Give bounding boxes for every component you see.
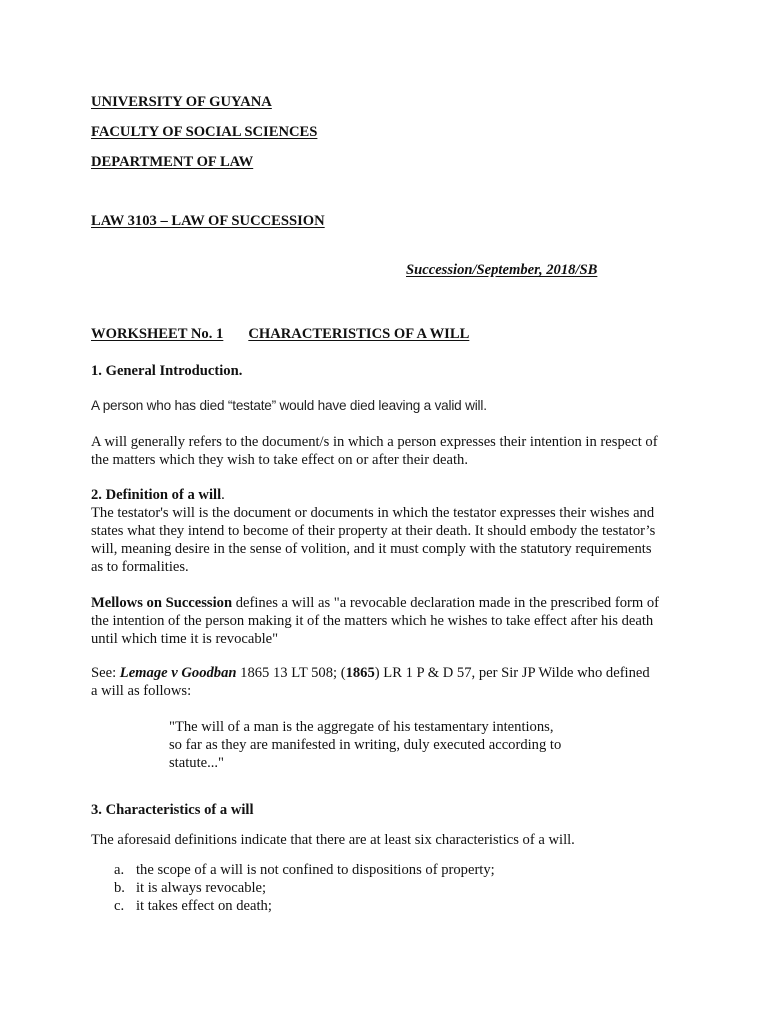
paragraph-line: The testator's will is the document or documents in which the testator expresses their wishes and [91,505,655,521]
worksheet-topic: CHARACTERISTICS OF A WILL [248,326,470,342]
mellows-source: Mellows on Succession [91,595,233,611]
see-prefix: See: [91,665,120,681]
quote-line: statute..." [169,755,224,771]
paragraph-line [91,594,691,612]
faculty-heading: FACULTY OF SOCIAL SCIENCES [91,124,318,140]
paragraph-line: until which time it is revocable" [91,631,279,647]
section-2-heading-text: 2. Definition of a will [91,487,222,503]
paragraph-line: states what they intend to become of their property at their death. It should embody the testator’s [91,523,656,539]
paragraph-line: the matters which they wish to take effect on or after their death. [91,452,469,468]
paragraph-line: the intention of the person making it of the matters which he wishes to take effect after his death [91,613,654,629]
case-citation-paragraph [91,664,691,700]
list-marker: a. [114,862,125,878]
paragraph-line [91,664,691,682]
university-heading: UNIVERSITY OF GUYANA [91,94,272,110]
section-1-paragraph [91,433,691,469]
case-year: 1865 [345,665,375,681]
list-item [114,897,272,915]
list-item [114,879,266,897]
quote-line: "The will of a man is the aggregate of his testamentary intentions, [169,719,554,735]
paragraph-line: will, meaning desire in the sense of volition, and it must comply with the statutory requirements [91,541,652,557]
section-2-heading [91,486,691,504]
section-3-intro: The aforesaid definitions indicate that there are at least six characteristics of a will. [91,832,575,848]
list-item-text: it is always revocable; [136,880,267,896]
paragraph-line: as to formalities. [91,559,189,575]
course-title: LAW 3103 – LAW OF SUCCESSION [91,213,325,229]
section-1-intro: A person who has died “testate” would have died leaving a valid will. [91,398,487,413]
paragraph-line: a will as follows: [91,683,192,699]
document-reference: Succession/September, 2018/SB [406,262,598,278]
block-quote [169,718,561,772]
department-heading: DEPARTMENT OF LAW [91,154,254,170]
worksheet-title [91,325,469,343]
case-name: Lemage v Goodban [119,665,237,681]
mellows-definition: defines a will as "a revocable declaration made in the prescribed form of [232,595,660,611]
list-item-text: it takes effect on death; [136,898,272,914]
section-2-heading-period: . [221,487,225,503]
list-item-text: the scope of a will is not confined to dispositions of property; [136,862,495,878]
worksheet-number: WORKSHEET No. 1 [91,326,224,342]
list-marker: c. [114,898,125,914]
list-item [114,861,495,879]
case-reference-rest: ) LR 1 P & D 57, per Sir JP Wilde who defined [374,665,650,681]
section-1-heading: 1. General Introduction. [91,363,243,379]
list-marker: b. [114,880,125,896]
section-2-definition [91,486,691,576]
case-reference: 1865 13 LT 508; ( [236,665,346,681]
paragraph-line: A will generally refers to the document/s in which a person expresses their intention in respect of [91,434,658,450]
quote-line: so far as they are manifested in writing, duly executed according to [169,737,562,753]
mellows-paragraph [91,594,691,648]
section-3-heading: 3. Characteristics of a will [91,802,254,818]
